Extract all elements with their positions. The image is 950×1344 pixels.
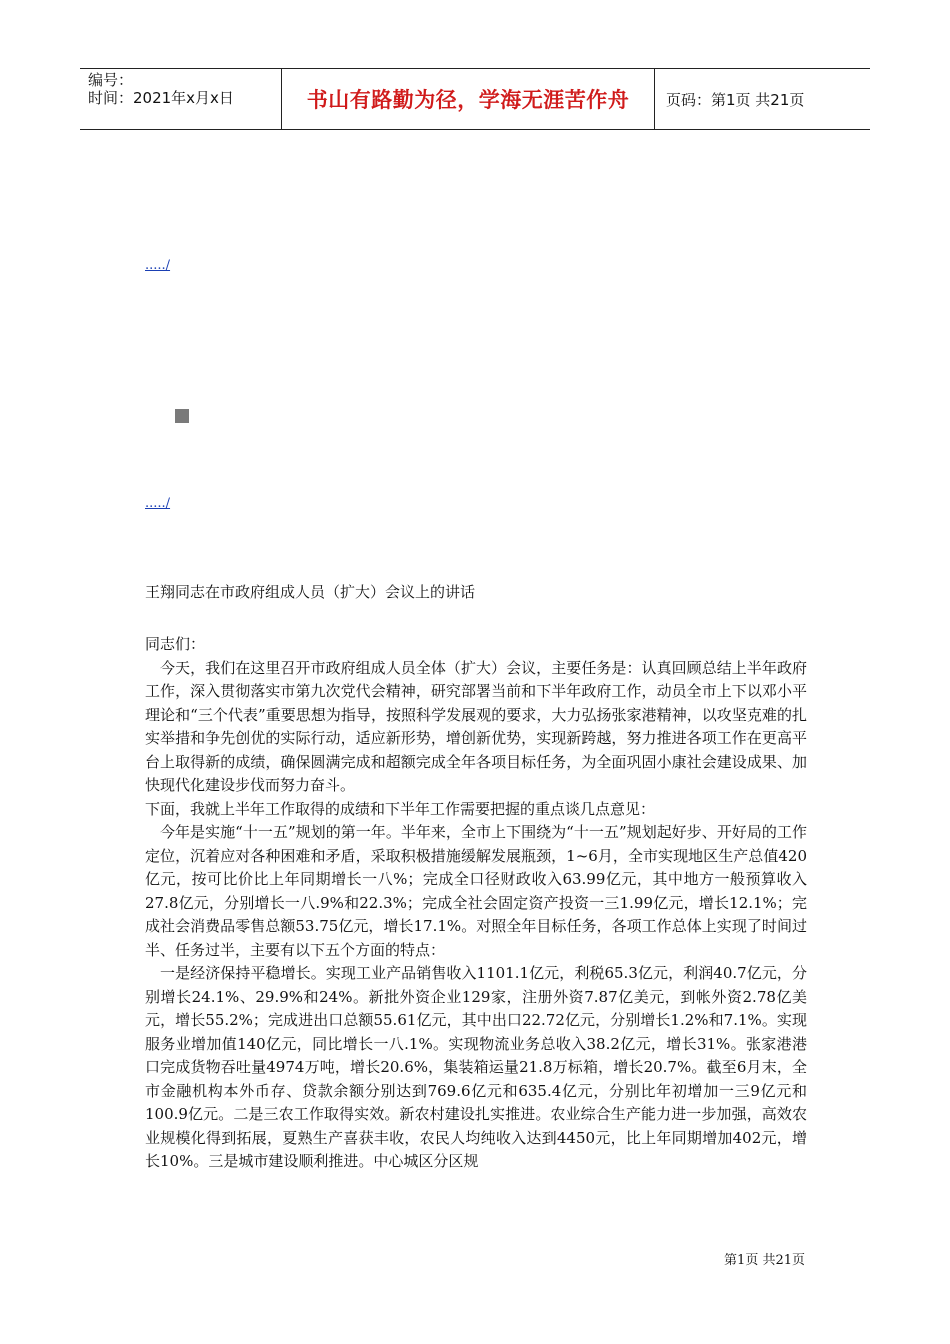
header-page-number: 页码：第1页 共21页 <box>666 90 805 109</box>
time-label: 时间：2021年x月x日 <box>88 89 234 107</box>
paragraph: 今年是实施“十一五”规划的第一年。半年来，全市上下围绕为“十一五”规划起好步、开好局的工作定位，沉着应对各种困难和矛盾，采取积极措施缓解发展瓶颈，1~6月，全市实现地区生产总值420亿元，按可比价比上年同期增长一八%；完成全口径财政收入63.99亿元，其中地方一般预算收入27.8亿元，分别增长一八.9%和22.3%；完成全社会固定资产投资一三1.99亿元，增长12.1%；完成社会消费品零售总额53.75亿元，增长17.1%。对照全年目标任务，各项工作总体上实现了时间过半、任务过半，主要有以下五个方面的特点： <box>145 823 807 959</box>
page-header <box>80 68 870 130</box>
paragraph: 今天，我们在这里召开市政府组成人员全体（扩大）会议，主要任务是：认真回顾总结上半年政府工作，深入贯彻落实市第九次党代会精神，研究部署当前和下半年政府工作，动员全市上下以邓小平理论和“三个代表”重要思想为指导，按照科学发展观的要求，大力弘扬张家港精神，以攻坚克难的扎实举措和争先创优的实际行动，适应新形势，增创新优势，实现新跨越，努力推进各项工作在更高平台上取得新的成绩，确保圆满完成和超额完成全年各项目标任务，为全面巩固小康社会建设成果、加快现代化建设步伐而努力奋斗。 <box>145 658 807 794</box>
image-placeholder-icon <box>175 409 189 423</box>
header-meta <box>88 71 280 107</box>
document-link[interactable]: ...../ <box>145 496 171 511</box>
number-label: 编号： <box>88 71 134 89</box>
document-link[interactable]: ...../ <box>145 258 171 273</box>
document-body <box>145 633 807 1174</box>
header-motto: 书山有路勤为径，学海无涯苦作舟 <box>306 88 630 112</box>
page-footer: 第1页 共21页 <box>724 1253 805 1268</box>
header-divider <box>654 69 655 129</box>
paragraph: 下面，我就上半年工作取得的成绩和下半年工作需要把握的重点谈几点意见： <box>145 799 656 818</box>
document-title: 王翔同志在市政府组成人员（扩大）会议上的讲话 <box>145 583 476 601</box>
salutation: 同志们： <box>145 635 206 653</box>
paragraph: 一是经济保持平稳增长。实现工业产品销售收入1101.1亿元，利税65.3亿元，利润40.7亿元，分别增长24.1%、29.9%和24%。新批外资企业129家，注册外资7.87亿美元，到帐外资2.78亿美元，增长55.2%；完成进出口总额55.61亿元，其中出口22.72亿元，分别增长1.2%和7.1%。实现服务业增加值140亿元，同比增长一八.1%。实现物流业务总收入38.2亿元，增长31%。张家港港口完成货物吞吐量4974万吨，增长20.6%，集装箱运量21.8万标箱，增长20.7%。截至6月末，全市金融机构本外币存、贷款余额分别达到769.6亿元和635.4亿元，分别比年初增加一三9亿元和100.9亿元。二是三农工作取得实效。新农村建设扎实推进。农业综合生产能力进一步加强，高效农业规模化得到拓展，夏熟生产喜获丰收，农民人均纯收入达到4450元，比上年同期增加402元，增长10%。三是城市建设顺利推进。中心城区分区规 <box>145 964 807 1170</box>
